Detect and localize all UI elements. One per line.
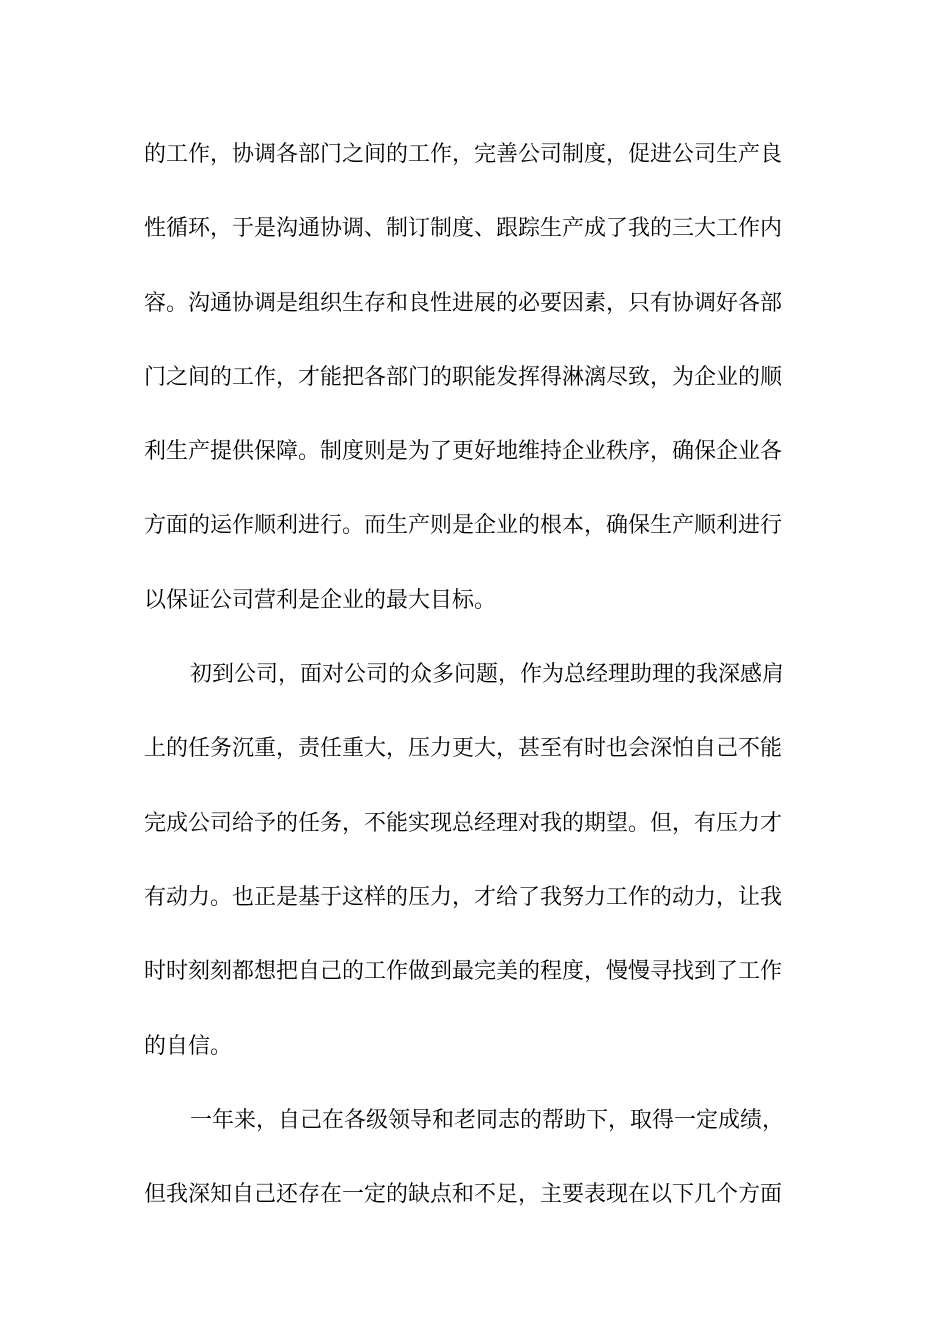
text-line: 的自信。 [144,1033,233,1059]
text-line: 有动力。也正是基于这样的压力，才给了我努力工作的动力，让我 [144,884,783,910]
text-line: 性循环，于是沟通协调、制订制度、跟踪生产成了我的三大工作内 [144,216,783,242]
paragraph-start-line: 初到公司，面对公司的众多问题，作为总经理助理的我深感肩 [190,662,785,688]
paragraph-start-line: 一年来，自己在各级领导和老同志的帮助下，取得一定成绩， [190,1107,785,1133]
text-line: 门之间的工作，才能把各部门的职能发挥得淋漓尽致，为企业的顺 [144,364,783,390]
text-line: 时时刻刻都想把自己的工作做到最完美的程度，慢慢寻找到了工作 [144,959,783,985]
text-line: 完成公司给予的任务，不能实现总经理对我的期望。但，有压力才 [144,810,783,836]
text-line: 上的任务沉重，责任重大，压力更大，甚至有时也会深怕自己不能 [144,736,783,762]
document-body [144,118,834,1232]
text-line: 方面的运作顺利进行。而生产则是企业的根本，确保生产顺利进行 [144,513,783,539]
text-line: 但我深知自己还存在一定的缺点和不足，主要表现在以下几个方面 [144,1182,783,1208]
text-line: 以保证公司营利是企业的最大目标。 [144,587,497,613]
text-line: 的工作，协调各部门之间的工作，完善公司制度，促进公司生产良 [144,142,783,167]
text-line: 利生产提供保障。制度则是为了更好地维持企业秩序，确保企业各 [144,439,783,465]
text-line: 容。沟通协调是组织生存和良性进展的必要因素，只有协调好各部 [144,290,783,316]
